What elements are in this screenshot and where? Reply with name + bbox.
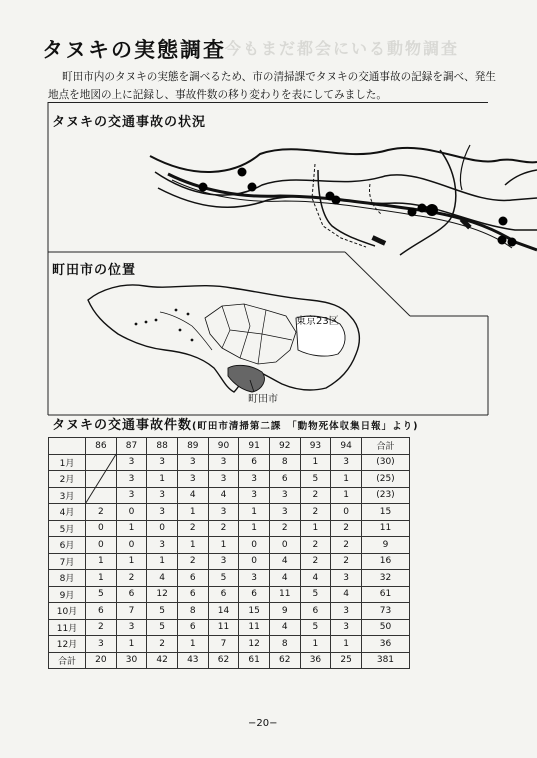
table-column-header: 87 — [116, 438, 147, 455]
table-cell: 2 — [300, 487, 331, 504]
table-cell: 1 — [331, 471, 362, 488]
main-road — [168, 174, 537, 250]
table-cell: 6 — [239, 586, 270, 603]
table-cell: 42 — [147, 652, 178, 669]
table-cell: 43 — [177, 652, 208, 669]
table-cell: (23) — [361, 487, 409, 504]
table-cell: 11 — [361, 520, 409, 537]
table-cell: 1 — [208, 537, 239, 554]
city-boundaries-inner — [222, 304, 292, 364]
table-cell: 2 — [177, 520, 208, 537]
table-cell: 0 — [269, 537, 300, 554]
table-cell: 3 — [239, 471, 270, 488]
table-cell: 3 — [331, 603, 362, 620]
table-row — [49, 619, 410, 636]
table-cell: 30 — [116, 652, 147, 669]
table-cell: 6 — [177, 619, 208, 636]
table-cell: 1 — [331, 487, 362, 504]
table-cell: 9 — [269, 603, 300, 620]
table-row-label: 合計 — [49, 652, 86, 669]
table-cell: 2 — [300, 504, 331, 521]
map-dot — [145, 321, 148, 324]
table-cell: 5 — [300, 619, 331, 636]
accident-point — [499, 217, 508, 226]
table-cell: 62 — [269, 652, 300, 669]
table-title-text: タヌキの交通事故件数 — [52, 418, 193, 433]
table-cell — [86, 487, 117, 504]
table-row — [49, 652, 410, 669]
table-cell: 16 — [361, 553, 409, 570]
accident-point — [498, 236, 507, 245]
table-cell: 3 — [147, 537, 178, 554]
table-cell: 0 — [331, 504, 362, 521]
table-cell: 3 — [116, 454, 147, 471]
table-row-label: 10月 — [49, 603, 86, 620]
table-row-label: 3月 — [49, 487, 86, 504]
main-road-edge — [172, 180, 512, 248]
table-cell: 3 — [208, 504, 239, 521]
table-cell: 1 — [177, 636, 208, 653]
table-row-label: 5月 — [49, 520, 86, 537]
table-cell: 9 — [361, 537, 409, 554]
table-row — [49, 537, 410, 554]
table-row-label: 1月 — [49, 454, 86, 471]
table-cell: 5 — [300, 586, 331, 603]
table-cell: 5 — [147, 619, 178, 636]
table-title — [52, 414, 418, 433]
table-cell: 2 — [208, 520, 239, 537]
table-body — [49, 454, 410, 669]
road-east — [505, 170, 537, 185]
table-cell: (30) — [361, 454, 409, 471]
city-boundaries — [205, 304, 296, 364]
table-cell: 36 — [361, 636, 409, 653]
table-cell: 11 — [208, 619, 239, 636]
table-column-header: 90 — [208, 438, 239, 455]
accident-point — [508, 238, 517, 247]
map-dot — [187, 313, 190, 316]
table-cell: 1 — [300, 520, 331, 537]
table-row — [49, 586, 410, 603]
table-cell: 25 — [331, 652, 362, 669]
table-cell: 2 — [300, 553, 331, 570]
table-cell: 1 — [116, 553, 147, 570]
table-cell: 2 — [116, 570, 147, 587]
accident-point — [332, 196, 341, 205]
table-cell: 4 — [269, 619, 300, 636]
accident-count-table — [48, 437, 410, 669]
table-cell: 50 — [361, 619, 409, 636]
table-row — [49, 504, 410, 521]
page-title: タヌキの実態調査 — [42, 38, 226, 62]
table-cell: 12 — [147, 586, 178, 603]
table-cell: 3 — [116, 487, 147, 504]
station-marker — [371, 235, 386, 245]
table-row — [49, 570, 410, 587]
map-dot — [191, 339, 194, 342]
table-cell: 1 — [177, 537, 208, 554]
table-row — [49, 454, 410, 471]
table-cell: 3 — [147, 454, 178, 471]
machida-area — [228, 365, 264, 392]
table-cell: 1 — [116, 636, 147, 653]
table-cell: 6 — [86, 603, 117, 620]
accident-point — [248, 183, 257, 192]
table-cell: 0 — [147, 520, 178, 537]
table-cell: 3 — [208, 454, 239, 471]
table-cell: 5 — [208, 570, 239, 587]
railway-line — [312, 164, 366, 247]
road-curve — [400, 150, 456, 255]
table-cell: 3 — [331, 619, 362, 636]
table-header-row — [49, 438, 410, 455]
accident-point — [426, 204, 438, 216]
city-boundary-west — [160, 312, 212, 350]
table-cell: (25) — [361, 471, 409, 488]
table-cell: 3 — [239, 570, 270, 587]
table-cell: 7 — [116, 603, 147, 620]
table-row-label: 4月 — [49, 504, 86, 521]
intro-paragraph: 町田市内のタヌキの実態を調べるため、市の清掃課でタヌキの交通事故の記録を調べ、発生地点を地図の上に記録し、事故件数の移り変わりを表にしてみました。 — [48, 71, 496, 101]
map-frame-diagonal — [345, 252, 410, 316]
table-column-header: 92 — [269, 438, 300, 455]
table-cell: 2 — [86, 504, 117, 521]
table-cell: 381 — [361, 652, 409, 669]
table-cell: 1 — [116, 520, 147, 537]
table-cell: 6 — [300, 603, 331, 620]
table-cell: 1 — [147, 471, 178, 488]
table-row-label: 11月 — [49, 619, 86, 636]
table-cell: 3 — [177, 471, 208, 488]
table-cell: 0 — [86, 520, 117, 537]
table-column-header: 94 — [331, 438, 362, 455]
machida-label: 町田市 — [248, 394, 278, 405]
table-cell: 12 — [239, 636, 270, 653]
table-cell: 1 — [300, 454, 331, 471]
table-cell: 6 — [269, 471, 300, 488]
table-cell: 2 — [331, 520, 362, 537]
table-cell: 1 — [86, 553, 117, 570]
table-column-header: 86 — [86, 438, 117, 455]
table-row-label: 6月 — [49, 537, 86, 554]
map-dot — [179, 329, 182, 332]
table-column-header: 91 — [239, 438, 270, 455]
table-cell: 4 — [208, 487, 239, 504]
table-column-header: 88 — [147, 438, 178, 455]
table-cell: 0 — [239, 537, 270, 554]
table-cell: 0 — [116, 537, 147, 554]
table-cell: 3 — [208, 471, 239, 488]
table-cell: 2 — [269, 520, 300, 537]
table-cell: 11 — [269, 586, 300, 603]
table-cell: 15 — [239, 603, 270, 620]
table-cell: 0 — [116, 504, 147, 521]
table-cell: 62 — [208, 652, 239, 669]
table-cell: 3 — [269, 504, 300, 521]
table-cell: 2 — [147, 636, 178, 653]
tokyo23-label: 東京23区 — [296, 316, 339, 327]
table-cell: 5 — [86, 586, 117, 603]
table-row — [49, 520, 410, 537]
table-cell: 1 — [331, 636, 362, 653]
table-cell: 4 — [269, 570, 300, 587]
table-cell: 6 — [239, 454, 270, 471]
table-cell: 61 — [361, 586, 409, 603]
table-cell: 1 — [300, 636, 331, 653]
table-row-label: 9月 — [49, 586, 86, 603]
accident-point — [408, 208, 417, 217]
table-cell: 8 — [177, 603, 208, 620]
table-cell: 3 — [116, 619, 147, 636]
table-cell: 32 — [361, 570, 409, 587]
accidents-section-title: タヌキの交通事故の状況 — [52, 115, 207, 130]
table-column-header: 89 — [177, 438, 208, 455]
table-cell: 6 — [208, 586, 239, 603]
table-cell: 8 — [269, 454, 300, 471]
table-cell: 5 — [300, 471, 331, 488]
table-cell: 1 — [239, 504, 270, 521]
location-section-title: 町田市の位置 — [52, 263, 137, 278]
table-cell: 1 — [86, 570, 117, 587]
table-cell: 2 — [331, 553, 362, 570]
table-cell: 61 — [239, 652, 270, 669]
table-row — [49, 603, 410, 620]
table-cell: 2 — [86, 619, 117, 636]
table-cell: 5 — [147, 603, 178, 620]
table-cell: 1 — [239, 520, 270, 537]
table-cell: 0 — [239, 553, 270, 570]
table-cell: 4 — [177, 487, 208, 504]
table-cell: 36 — [300, 652, 331, 669]
table-cell: 3 — [331, 454, 362, 471]
accident-point — [418, 204, 427, 213]
table-cell: 1 — [147, 553, 178, 570]
table-row-label: 2月 — [49, 471, 86, 488]
table-cell: 0 — [86, 537, 117, 554]
table-cell — [86, 471, 117, 488]
table-cell: 3 — [147, 504, 178, 521]
river-top-edge — [150, 148, 537, 172]
table-cell: 8 — [269, 636, 300, 653]
table-cell: 3 — [177, 454, 208, 471]
table-cell: 6 — [177, 570, 208, 587]
bleed-through-text: 今もまだ都会にいる動物調査 — [225, 39, 460, 58]
table-cell: 14 — [208, 603, 239, 620]
table-row — [49, 487, 410, 504]
table-column-header: 93 — [300, 438, 331, 455]
table-cell: 3 — [239, 487, 270, 504]
table-cell: 3 — [86, 636, 117, 653]
table-cell: 2 — [177, 553, 208, 570]
table-row-label: 12月 — [49, 636, 86, 653]
table-cell: 2 — [300, 537, 331, 554]
table-cell: 6 — [116, 586, 147, 603]
accident-point — [199, 183, 208, 192]
table-row-label: 8月 — [49, 570, 86, 587]
page-number: −20− — [248, 718, 278, 729]
table-cell — [86, 454, 117, 471]
accident-point — [238, 168, 247, 177]
table-cell: 15 — [361, 504, 409, 521]
table-cell: 3 — [269, 487, 300, 504]
table-cell: 3 — [116, 471, 147, 488]
map-dot — [175, 309, 178, 312]
table-corner-cell — [49, 438, 86, 455]
table-cell: 4 — [147, 570, 178, 587]
map-dot — [135, 323, 138, 326]
table-cell: 4 — [331, 586, 362, 603]
table-source: (町田市清掃第二課 「動物死体収集日報」より) — [192, 421, 419, 432]
table-cell: 11 — [239, 619, 270, 636]
table-cell: 2 — [331, 537, 362, 554]
table-cell: 7 — [208, 636, 239, 653]
table-cell: 3 — [147, 487, 178, 504]
table-cell: 73 — [361, 603, 409, 620]
road-north — [460, 145, 470, 190]
table-cell: 1 — [177, 504, 208, 521]
table-cell: 4 — [269, 553, 300, 570]
table-column-header: 合計 — [361, 438, 409, 455]
table-row — [49, 471, 410, 488]
map-dot — [155, 319, 158, 322]
table-cell: 4 — [300, 570, 331, 587]
table-row-label: 7月 — [49, 553, 86, 570]
table-cell: 3 — [208, 553, 239, 570]
table-row — [49, 553, 410, 570]
river-mid-edge — [155, 172, 537, 200]
table-row — [49, 636, 410, 653]
table-cell: 6 — [177, 586, 208, 603]
table-cell: 3 — [331, 570, 362, 587]
table-cell: 20 — [86, 652, 117, 669]
